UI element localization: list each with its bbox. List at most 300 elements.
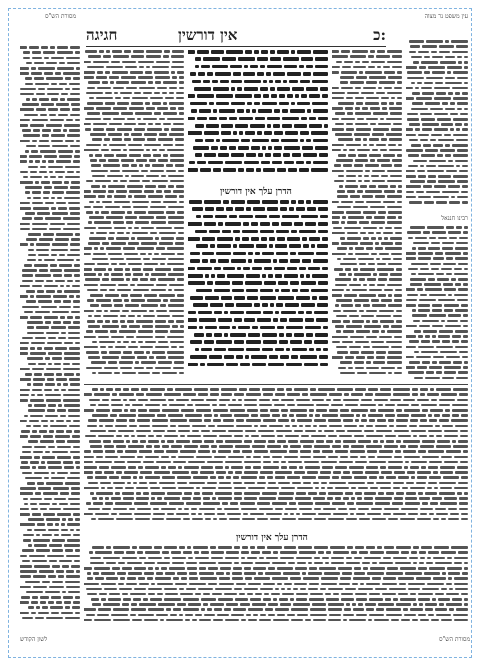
word-stroke <box>208 583 217 586</box>
word-stroke <box>189 583 206 586</box>
word-stroke <box>133 50 144 53</box>
word-stroke <box>20 601 29 604</box>
word-stroke <box>364 557 381 560</box>
word-stroke <box>279 492 294 495</box>
word-stroke <box>21 430 30 433</box>
word-stroke <box>94 619 111 622</box>
word-stroke <box>300 588 306 591</box>
word-stroke <box>329 482 346 485</box>
word-stroke <box>424 201 434 204</box>
word-stroke <box>464 603 468 606</box>
text-line <box>84 226 184 231</box>
word-stroke <box>97 87 111 90</box>
text-line <box>188 94 328 101</box>
word-stroke <box>185 619 190 622</box>
word-stroke <box>320 215 328 219</box>
word-stroke <box>109 289 115 292</box>
word-stroke <box>246 419 261 422</box>
word-stroke <box>136 320 153 323</box>
word-stroke <box>371 299 379 302</box>
text-line <box>20 196 80 201</box>
word-stroke <box>391 325 402 328</box>
text-line <box>84 66 184 71</box>
word-stroke <box>464 562 468 565</box>
word-stroke <box>364 325 381 328</box>
text-line <box>188 72 328 79</box>
word-stroke <box>233 72 241 76</box>
word-stroke <box>388 518 398 521</box>
word-stroke <box>70 472 80 475</box>
word-stroke <box>332 97 344 100</box>
word-stroke <box>445 40 449 43</box>
word-stroke <box>123 388 129 391</box>
word-stroke <box>445 82 462 85</box>
text-line <box>20 388 80 393</box>
word-stroke <box>464 56 468 59</box>
word-stroke <box>164 435 178 438</box>
word-stroke <box>290 598 294 601</box>
word-stroke <box>66 119 73 122</box>
text-line <box>84 92 184 97</box>
word-stroke <box>134 227 139 230</box>
word-stroke <box>391 128 402 131</box>
word-stroke <box>456 165 460 168</box>
word-stroke <box>149 356 154 359</box>
word-stroke <box>377 66 381 69</box>
word-stroke <box>84 247 92 250</box>
text-line <box>188 80 328 87</box>
word-stroke <box>164 546 177 549</box>
word-stroke <box>448 294 452 297</box>
word-stroke <box>455 123 462 126</box>
word-stroke <box>431 242 440 245</box>
word-stroke <box>106 128 115 131</box>
word-stroke <box>376 144 386 147</box>
word-stroke <box>73 321 80 324</box>
word-stroke <box>378 237 382 240</box>
word-stroke <box>144 619 158 622</box>
word-stroke <box>395 289 402 292</box>
word-stroke <box>39 570 54 573</box>
word-stroke <box>444 366 461 369</box>
word-stroke <box>195 124 204 128</box>
word-stroke <box>416 577 431 580</box>
word-stroke <box>32 51 41 54</box>
word-stroke <box>177 476 191 479</box>
word-stroke <box>188 326 197 330</box>
word-stroke <box>300 440 314 443</box>
word-stroke <box>20 295 28 298</box>
word-stroke <box>24 311 33 314</box>
text-line <box>332 169 402 174</box>
word-stroke <box>444 134 451 137</box>
word-stroke <box>178 232 184 235</box>
text-line <box>406 242 468 247</box>
word-stroke <box>161 508 176 511</box>
word-stroke <box>276 252 288 256</box>
word-stroke <box>440 471 453 474</box>
word-stroke <box>143 492 149 495</box>
word-stroke <box>396 419 408 422</box>
word-stroke <box>137 508 151 511</box>
word-stroke <box>84 583 99 586</box>
word-stroke <box>400 445 406 448</box>
word-stroke <box>369 598 383 601</box>
word-stroke <box>158 361 172 364</box>
word-stroke <box>61 93 68 96</box>
word-stroke <box>149 159 156 162</box>
word-stroke <box>326 598 339 601</box>
word-stroke <box>104 471 114 474</box>
word-stroke <box>269 355 278 359</box>
word-stroke <box>45 394 61 397</box>
word-stroke <box>35 280 44 283</box>
word-stroke <box>141 170 148 173</box>
word-stroke <box>427 487 432 490</box>
word-stroke <box>244 65 248 69</box>
word-stroke <box>193 303 208 307</box>
word-stroke <box>355 61 360 64</box>
word-stroke <box>397 201 402 204</box>
word-stroke <box>428 66 445 69</box>
word-stroke <box>460 113 468 116</box>
word-stroke <box>331 404 343 407</box>
word-stroke <box>48 337 56 340</box>
text-line <box>20 611 80 616</box>
word-stroke <box>386 133 402 136</box>
word-stroke <box>152 372 160 375</box>
word-stroke <box>85 50 97 53</box>
word-stroke <box>25 77 32 80</box>
word-stroke <box>405 461 409 464</box>
word-stroke <box>405 572 422 575</box>
word-stroke <box>145 102 150 105</box>
word-stroke <box>124 123 136 126</box>
word-stroke <box>192 518 203 521</box>
word-stroke <box>339 461 353 464</box>
word-stroke <box>32 285 42 288</box>
word-stroke <box>178 430 190 433</box>
word-stroke <box>417 399 429 402</box>
word-stroke <box>387 356 402 359</box>
word-stroke <box>144 572 154 575</box>
word-stroke <box>305 318 314 322</box>
word-stroke <box>22 129 31 132</box>
word-stroke <box>354 164 363 167</box>
word-stroke <box>359 518 370 521</box>
word-stroke <box>312 102 328 106</box>
word-stroke <box>332 211 344 214</box>
word-stroke <box>358 258 374 261</box>
word-stroke <box>50 46 55 49</box>
word-stroke <box>86 502 91 505</box>
word-stroke <box>224 355 234 359</box>
word-stroke <box>218 487 232 490</box>
word-stroke <box>199 567 206 570</box>
word-stroke <box>333 593 339 596</box>
word-stroke <box>267 65 282 69</box>
word-stroke <box>459 508 468 511</box>
word-stroke <box>190 259 200 263</box>
word-stroke <box>37 394 43 397</box>
word-stroke <box>372 304 386 307</box>
word-stroke <box>84 456 94 459</box>
word-stroke <box>454 619 468 622</box>
word-stroke <box>125 487 134 490</box>
word-stroke <box>332 201 339 204</box>
word-stroke <box>257 318 271 322</box>
word-stroke <box>371 175 379 178</box>
word-stroke <box>102 508 111 511</box>
word-stroke <box>298 200 304 204</box>
word-stroke <box>57 383 61 386</box>
word-stroke <box>343 164 352 167</box>
word-stroke <box>366 445 382 448</box>
word-stroke <box>122 567 132 570</box>
word-stroke <box>464 123 468 126</box>
word-stroke <box>159 149 165 152</box>
word-stroke <box>303 153 317 157</box>
word-stroke <box>233 450 240 453</box>
word-stroke <box>421 340 430 343</box>
word-stroke <box>232 281 243 285</box>
word-stroke <box>69 83 80 86</box>
word-stroke <box>204 222 216 226</box>
word-stroke <box>144 263 158 266</box>
word-stroke <box>157 315 170 318</box>
word-stroke <box>57 259 74 262</box>
word-stroke <box>88 221 92 224</box>
word-stroke <box>172 562 184 565</box>
word-stroke <box>109 76 119 79</box>
word-stroke <box>342 216 346 219</box>
word-stroke <box>346 128 354 131</box>
word-stroke <box>75 612 80 615</box>
word-stroke <box>306 311 312 315</box>
word-stroke <box>248 608 263 611</box>
word-stroke <box>370 50 375 53</box>
text-line <box>332 232 402 237</box>
word-stroke <box>197 50 209 54</box>
word-stroke <box>294 124 307 128</box>
text-line <box>84 487 468 492</box>
word-stroke <box>367 513 381 516</box>
word-stroke <box>127 482 131 485</box>
word-stroke <box>412 309 416 312</box>
word-stroke <box>452 409 468 412</box>
word-stroke <box>29 46 39 49</box>
word-stroke <box>389 107 402 110</box>
text-line <box>84 117 184 122</box>
word-stroke <box>452 404 468 407</box>
word-stroke <box>90 557 101 560</box>
word-stroke <box>312 399 324 402</box>
word-stroke <box>244 572 256 575</box>
word-stroke <box>377 419 386 422</box>
word-stroke <box>371 341 384 344</box>
word-stroke <box>314 562 323 565</box>
word-stroke <box>406 149 423 152</box>
word-stroke <box>244 161 259 165</box>
word-stroke <box>222 502 228 505</box>
word-stroke <box>346 180 356 183</box>
word-stroke <box>390 112 402 115</box>
word-stroke <box>60 316 65 319</box>
word-stroke <box>73 420 80 423</box>
word-stroke <box>275 471 292 474</box>
word-stroke <box>128 227 132 230</box>
word-stroke <box>406 346 416 349</box>
word-stroke <box>250 546 255 549</box>
word-stroke <box>148 608 164 611</box>
word-stroke <box>459 351 468 354</box>
word-stroke <box>107 487 113 490</box>
word-stroke <box>45 217 61 220</box>
word-stroke <box>435 562 452 565</box>
word-stroke <box>149 310 154 313</box>
word-stroke <box>118 430 134 433</box>
word-stroke <box>51 140 63 143</box>
word-stroke <box>419 66 426 69</box>
word-stroke <box>171 66 184 69</box>
word-stroke <box>385 247 402 250</box>
word-stroke <box>229 215 237 219</box>
word-stroke <box>86 614 95 617</box>
word-stroke <box>346 97 353 100</box>
word-stroke <box>177 278 184 281</box>
word-stroke <box>452 598 462 601</box>
word-stroke <box>421 154 435 157</box>
word-stroke <box>370 487 378 490</box>
word-stroke <box>155 237 159 240</box>
word-stroke <box>179 372 184 375</box>
word-stroke <box>318 476 330 479</box>
word-stroke <box>137 551 143 554</box>
word-stroke <box>337 247 347 250</box>
word-stroke <box>31 150 38 153</box>
word-stroke <box>418 614 426 617</box>
word-stroke <box>22 280 33 283</box>
word-stroke <box>322 450 333 453</box>
word-stroke <box>422 409 428 412</box>
word-stroke <box>270 50 275 54</box>
word-stroke <box>121 159 134 162</box>
word-stroke <box>251 551 260 554</box>
word-stroke <box>225 461 242 464</box>
word-stroke <box>288 440 298 443</box>
word-stroke <box>210 476 216 479</box>
word-stroke <box>155 76 170 79</box>
word-stroke <box>66 575 80 578</box>
word-stroke <box>109 144 126 147</box>
word-stroke <box>67 254 80 257</box>
word-stroke <box>426 77 443 80</box>
word-stroke <box>84 310 94 313</box>
word-stroke <box>20 586 31 589</box>
word-stroke <box>152 258 166 261</box>
word-stroke <box>57 67 74 70</box>
word-stroke <box>175 138 184 141</box>
word-stroke <box>262 551 271 554</box>
word-stroke <box>264 131 272 135</box>
text-line <box>406 82 468 87</box>
word-stroke <box>159 118 165 121</box>
word-stroke <box>150 502 167 505</box>
word-stroke <box>406 134 416 137</box>
word-stroke <box>455 257 468 260</box>
word-stroke <box>75 119 80 122</box>
word-stroke <box>168 273 184 276</box>
word-stroke <box>451 419 468 422</box>
word-stroke <box>263 168 275 172</box>
word-stroke <box>246 348 260 352</box>
word-stroke <box>193 546 208 549</box>
word-stroke <box>246 168 254 172</box>
word-stroke <box>376 55 390 58</box>
word-stroke <box>199 109 211 113</box>
word-stroke <box>162 404 167 407</box>
word-stroke <box>98 336 109 339</box>
word-stroke <box>127 461 141 464</box>
word-stroke <box>47 409 55 412</box>
word-stroke <box>84 76 94 79</box>
word-stroke <box>57 513 71 516</box>
word-stroke <box>393 487 400 490</box>
word-stroke <box>366 367 379 370</box>
text-line <box>188 348 328 355</box>
word-stroke <box>31 601 38 604</box>
word-stroke <box>184 445 198 448</box>
word-stroke <box>75 342 80 345</box>
word-stroke <box>52 549 63 552</box>
word-stroke <box>251 435 259 438</box>
word-stroke <box>387 567 398 570</box>
word-stroke <box>200 471 214 474</box>
word-stroke <box>247 557 257 560</box>
word-stroke <box>313 619 326 622</box>
word-stroke <box>259 557 264 560</box>
text-line <box>20 222 80 227</box>
word-stroke <box>154 253 159 256</box>
word-stroke <box>430 502 438 505</box>
word-stroke <box>84 567 92 570</box>
word-stroke <box>448 572 460 575</box>
word-stroke <box>250 124 265 128</box>
word-stroke <box>416 97 432 100</box>
word-stroke <box>287 588 291 591</box>
word-stroke <box>360 583 364 586</box>
word-stroke <box>43 233 54 236</box>
word-stroke <box>176 237 184 240</box>
word-stroke <box>150 170 164 173</box>
word-stroke <box>204 614 215 617</box>
word-stroke <box>321 482 327 485</box>
word-stroke <box>439 399 455 402</box>
word-stroke <box>20 108 34 111</box>
word-stroke <box>301 303 315 307</box>
word-stroke <box>419 435 427 438</box>
word-stroke <box>393 513 406 516</box>
word-stroke <box>354 557 362 560</box>
word-stroke <box>71 238 80 241</box>
word-stroke <box>398 476 409 479</box>
text-line <box>188 65 328 72</box>
word-stroke <box>325 562 329 565</box>
word-stroke <box>360 185 367 188</box>
word-stroke <box>114 195 126 198</box>
word-stroke <box>165 97 174 100</box>
word-stroke <box>384 87 392 90</box>
